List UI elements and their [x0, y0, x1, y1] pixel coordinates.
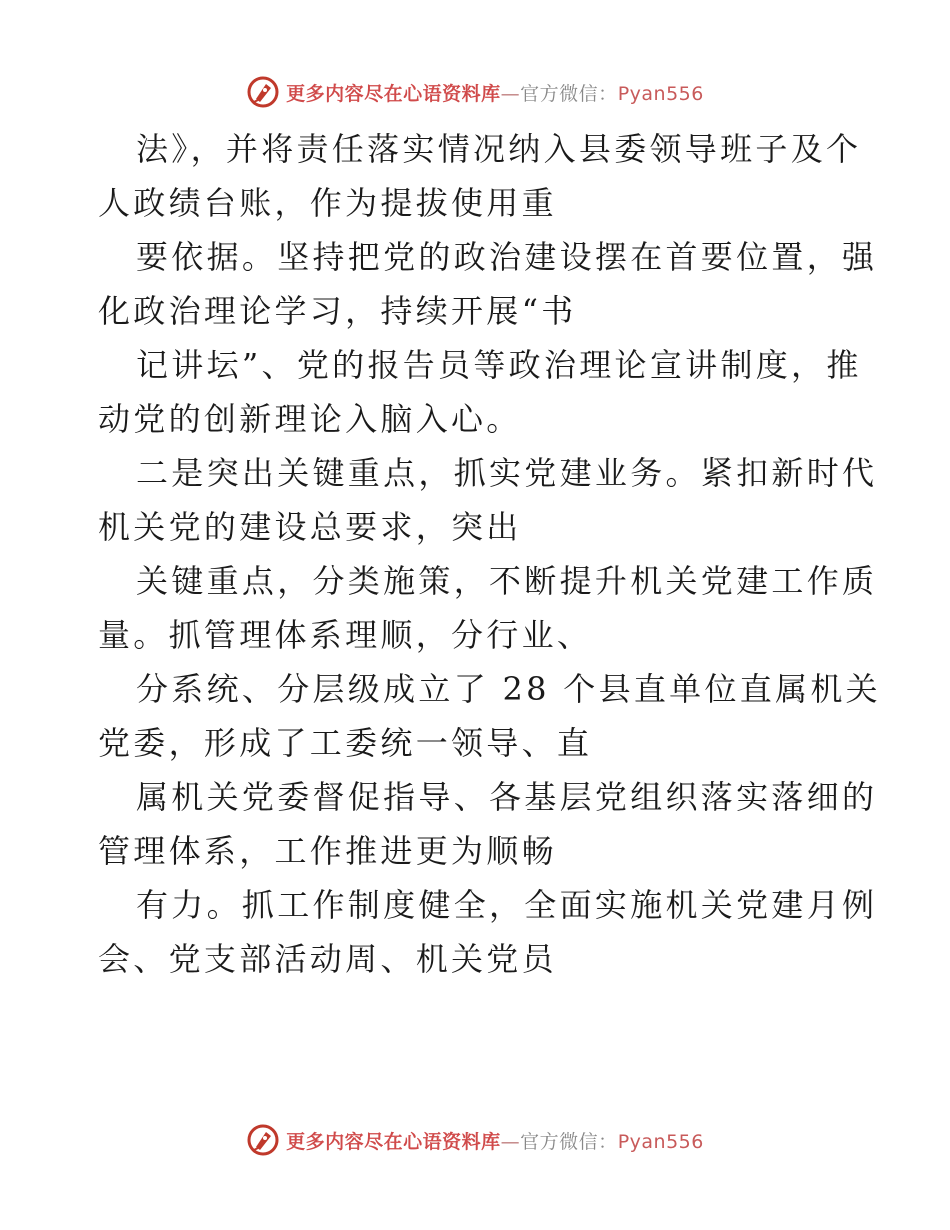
paragraph-8 [98, 878, 878, 986]
body-line-15: 有力。抓工作制度健全，全面实施机关党建月例 [136, 886, 878, 924]
header-text [286, 79, 704, 106]
body-line-6: 动党的创新理论入脑入心。 [98, 400, 522, 438]
body-line-16: 会、党支部活动周、机关党员 [98, 940, 557, 978]
body-line-8: 机关党的建设总要求，突出 [98, 508, 522, 546]
paragraph-6 [98, 662, 881, 770]
body-line-7: 二是突出关键重点，抓实党建业务。紧扣新时代 [136, 454, 878, 492]
body-line-4: 化政治理论学习，持续开展“书 [98, 292, 577, 330]
paragraph-5 [98, 554, 878, 662]
footer-dash: — [500, 1130, 521, 1153]
body-line-11: 分系统、分层级成立了 28 个县直单位直属机关 [136, 670, 881, 708]
document-body [98, 122, 881, 986]
header-dash: — [500, 82, 521, 105]
paragraph-4 [98, 446, 878, 554]
header-banner [0, 70, 950, 114]
body-line-1: 法》，并将责任落实情况纳入县委领导班子及个 [136, 130, 862, 168]
body-line-13: 属机关党委督促指导、各基层党组织落实落细的 [136, 778, 878, 816]
pen-nib-logo-icon [246, 75, 280, 109]
paragraph-1 [98, 122, 862, 230]
body-line-14: 管理体系，工作推进更为顺畅 [98, 832, 557, 870]
body-line-9: 关键重点，分类施策，不断提升机关党建工作质 [136, 562, 878, 600]
pen-nib-logo-icon [246, 1123, 280, 1157]
header-official-label: 官方微信： [520, 82, 618, 105]
footer-text [286, 1127, 704, 1154]
footer-brand: 更多内容尽在心语资料库 [286, 1130, 501, 1153]
header-brand: 更多内容尽在心语资料库 [286, 82, 501, 105]
paragraph-7 [98, 770, 878, 878]
header-wechat-id: Pyan556 [617, 82, 704, 105]
footer-wechat-id: Pyan556 [617, 1130, 704, 1153]
footer-official-label: 官方微信： [520, 1130, 618, 1153]
body-line-3: 要依据。坚持把党的政治建设摆在首要位置，强 [136, 238, 878, 276]
body-line-10: 量。抓管理体系理顺，分行业、 [98, 616, 593, 654]
paragraph-2 [98, 230, 878, 338]
body-line-2: 人政绩台账，作为提拔使用重 [98, 184, 557, 222]
footer-banner [0, 1118, 950, 1162]
body-line-5: 记讲坛”、党的报告员等政治理论宣讲制度，推 [136, 346, 862, 384]
paragraph-3 [98, 338, 862, 446]
body-line-12: 党委，形成了工委统一领导、直 [98, 724, 593, 762]
